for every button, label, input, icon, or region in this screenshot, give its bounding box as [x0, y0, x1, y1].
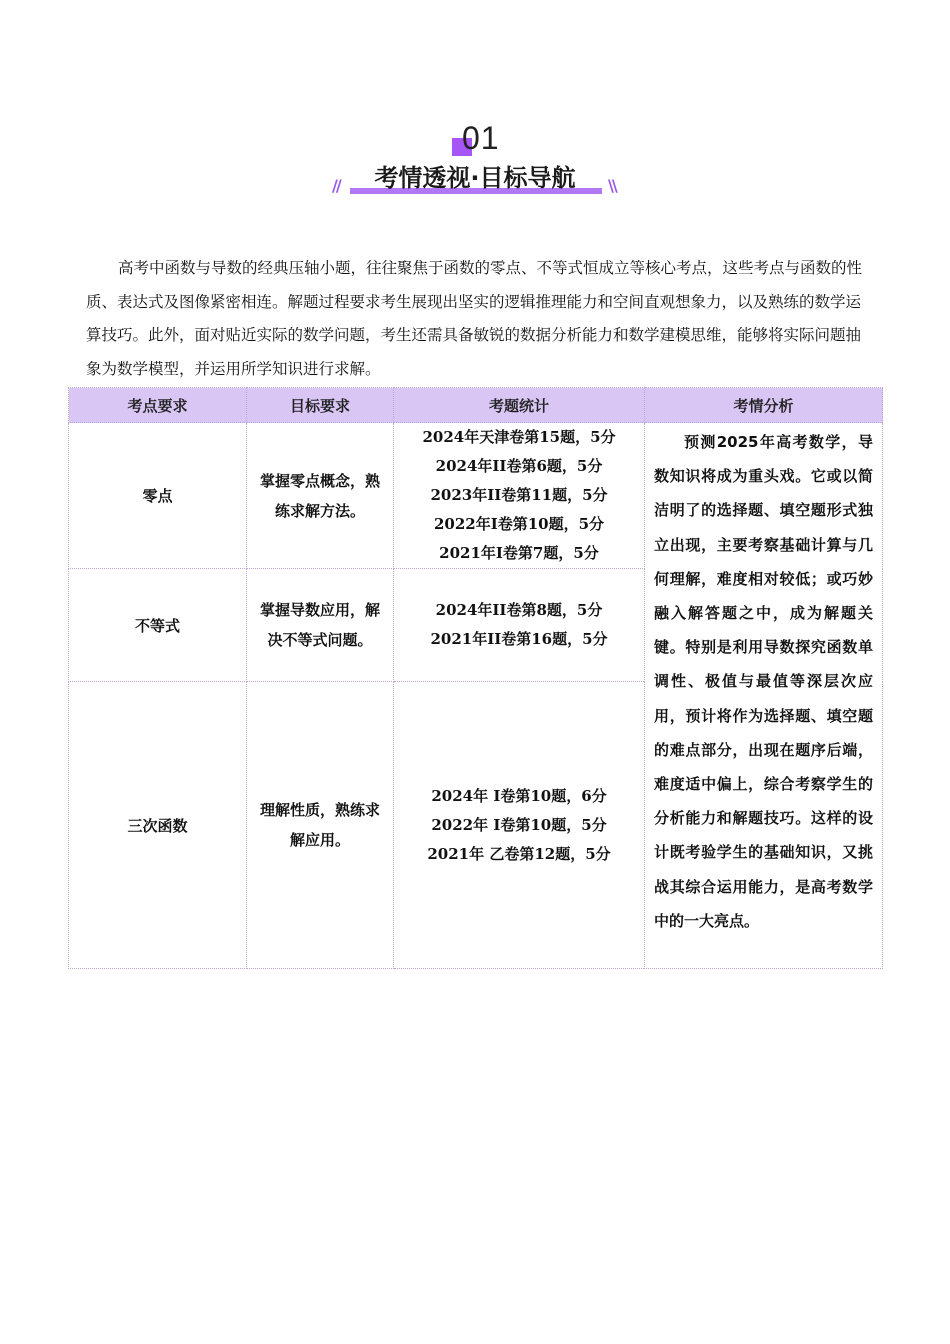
exam-analysis-table	[68, 387, 883, 969]
header-goal: 目标要求	[247, 388, 394, 423]
intro-paragraph: 高考中函数与导数的经典压轴小题，往往聚焦于函数的零点、不等式恒成立等核心考点，这些考点与函数的性质、表达式及图像紧密相连。解题过程要求考生展现出坚实的逻辑推理能力和空间直观想象力，以及熟练的数学运算技巧。此外，面对贴近实际的数学问题，考生还需具备敏锐的数据分析能力和数学建模思维，能够将实际问题抽象为数学模型，并运用所学知识进行求解。	[86, 259, 863, 378]
topic-cell: 不等式	[69, 569, 247, 682]
stats-cell	[394, 682, 645, 969]
right-slash-decoration: \\	[608, 176, 616, 195]
stat-line: 2021年 乙卷第12题，5分	[427, 844, 611, 863]
header-stats: 考题统计	[394, 388, 645, 423]
stat-line: 2021年II卷第16题，5分	[430, 630, 608, 648]
section-header	[0, 118, 950, 208]
goal-cell: 掌握零点概念，熟练求解方法。	[247, 423, 394, 569]
stat-line: 2024年 I卷第10题，6分	[431, 786, 607, 805]
section-title: 考情透视·目标导航	[374, 164, 576, 192]
table-header-row	[69, 388, 883, 423]
stat-line: 2021年I卷第7题，5分	[439, 544, 599, 562]
stat-line: 2024年天津卷第15题，5分	[422, 428, 616, 446]
section-number: 01	[462, 120, 500, 156]
stats-cell	[394, 423, 645, 569]
goal-cell: 掌握导数应用，解决不等式问题。	[247, 569, 394, 682]
topic-cell: 零点	[69, 423, 247, 569]
header-topic: 考点要求	[69, 388, 247, 423]
stats-cell	[394, 569, 645, 682]
stat-line: 2022年 I卷第10题，5分	[431, 815, 607, 834]
stat-line: 2024年II卷第6题，5分	[435, 457, 603, 475]
header-analysis: 考情分析	[645, 388, 883, 423]
table-row	[69, 423, 883, 569]
topic-cell: 三次函数	[69, 682, 247, 969]
stat-line: 2023年II卷第11题，5分	[430, 486, 608, 504]
stat-line: 2022年I卷第10题，5分	[433, 515, 605, 533]
goal-cell: 理解性质，熟练求解应用。	[247, 682, 394, 969]
left-slash-decoration: //	[332, 176, 340, 195]
stat-line: 2024年II卷第8题，5分	[435, 601, 603, 619]
analysis-cell: 预测2025年高考数学，导数知识将成为重头戏。它或以简洁明了的选择题、填空题形式独立出现，主要考察基础计算与几何理解，难度相对较低；或巧妙融入解答题之中，成为解题关键。特别是利用导数探究函数单调性、极值与最值等深层次应用，预计将作为选择题、填空题的难点部分，出现在题序后端，难度适中偏上，综合考察学生的分析能力和解题技巧。这样的设计既考验学生的基础知识，又挑战其综合运用能力，是高考数学中的一大亮点。	[645, 423, 883, 969]
